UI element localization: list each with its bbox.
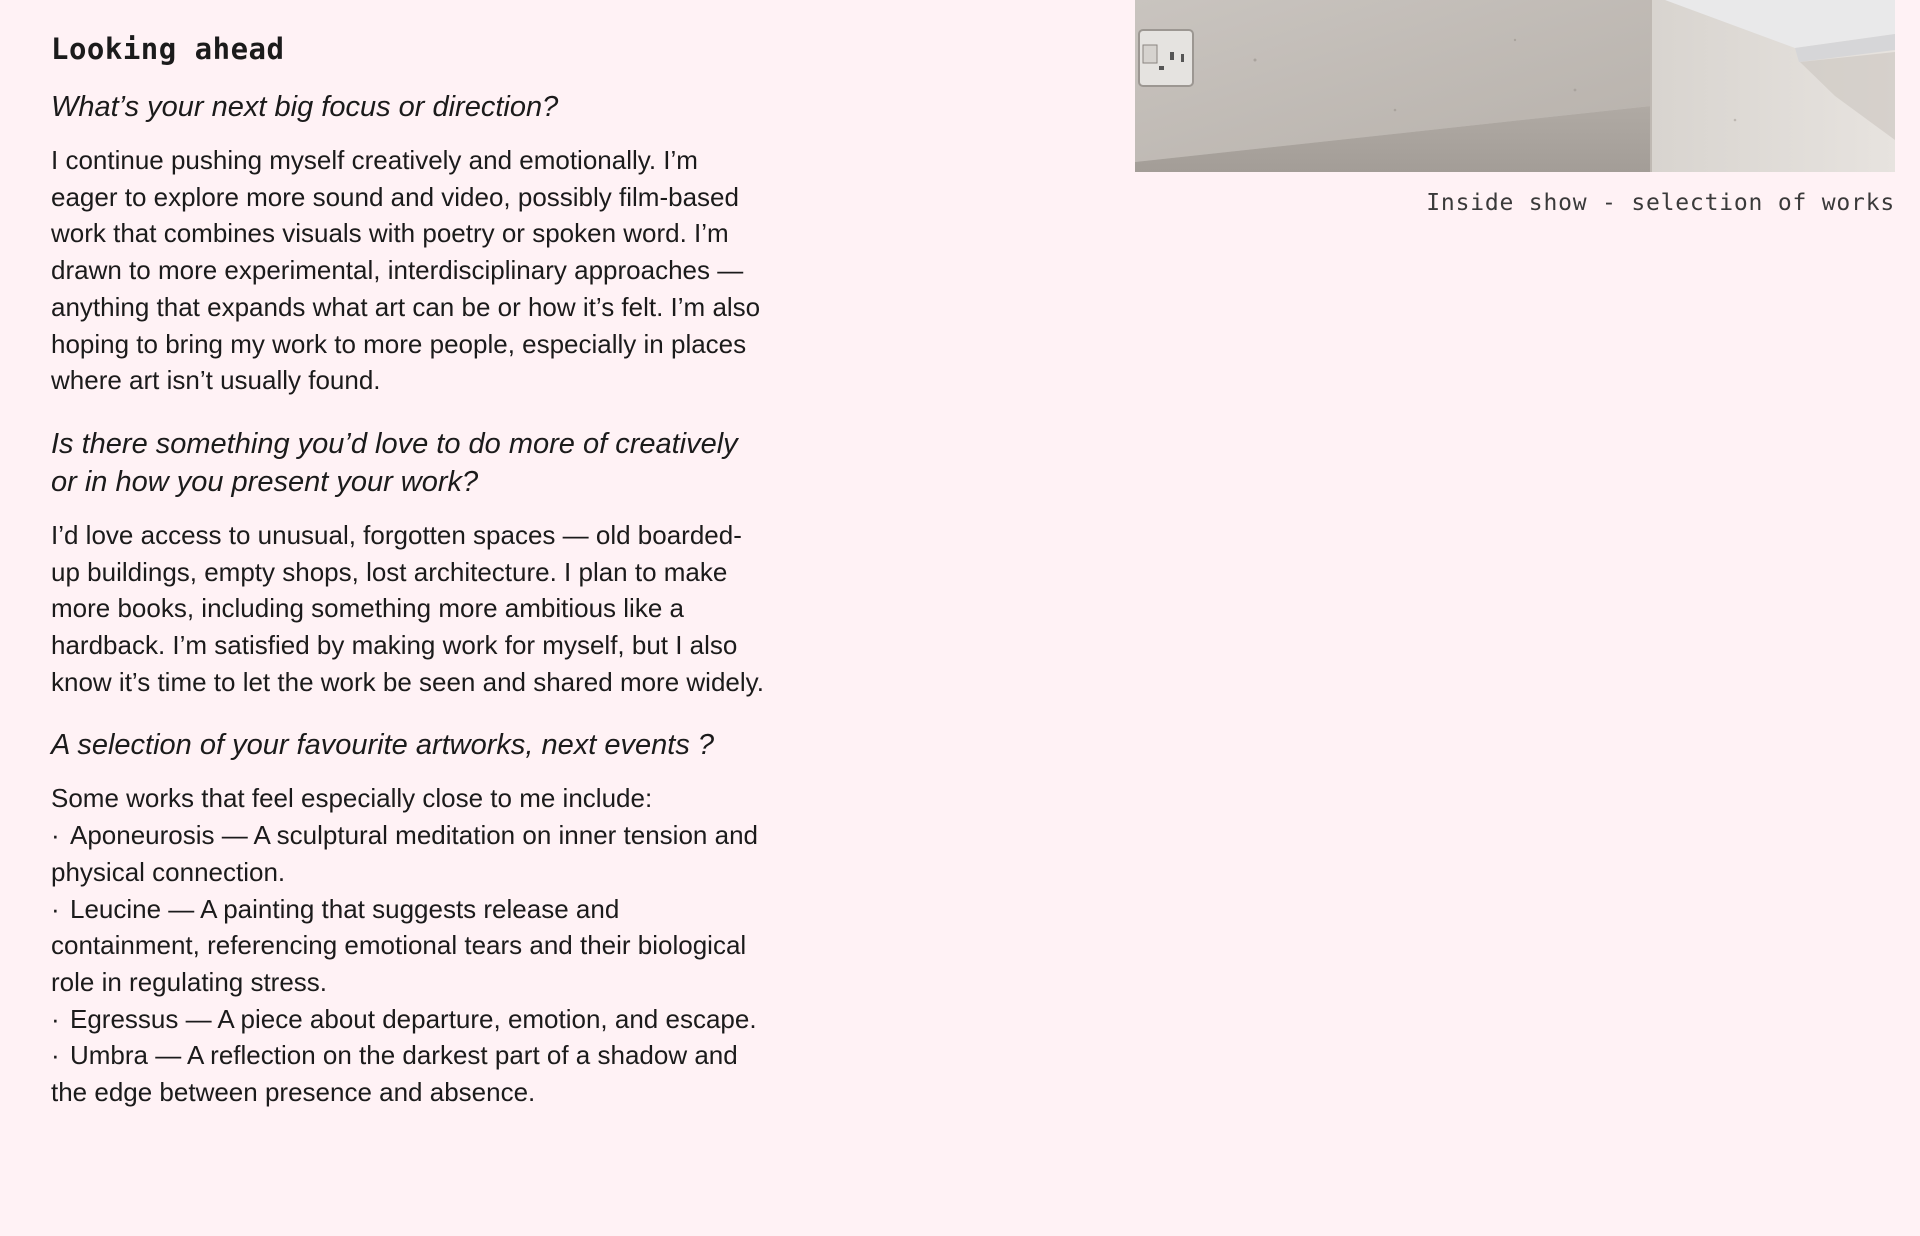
bullet-icon: · xyxy=(51,1003,60,1034)
artwork-egressus: Egressus — A piece about departure, emotion, and escape. xyxy=(70,1003,757,1034)
looking-ahead-section xyxy=(51,28,767,1111)
question-do-more: Is there something you’d love to do more of creatively or in how you present your work? xyxy=(51,427,738,498)
bullet-icon: · xyxy=(51,820,60,851)
bullet-icon: · xyxy=(51,1040,60,1071)
artworks-list xyxy=(51,817,767,1111)
answer-do-more: I’d love access to unusual, forgotten spaces — old boarded-up buildings, empty shops, lost architecture. I plan to make more books, including something more ambitious like a hardback. I’m satisfied by making work for myself, but I also know it’s time to let the work be seen and shared more widely. xyxy=(51,519,764,697)
gallery-caption: Inside show - selection of works xyxy=(1426,190,1895,216)
gallery-photo[interactable] xyxy=(1135,0,1895,172)
question-favourite-artworks: A selection of your favourite artworks, next events ? xyxy=(51,729,715,762)
gallery-photo-icon xyxy=(1135,0,1895,172)
bullet-icon: · xyxy=(51,893,60,924)
artwork-umbra: Umbra — A reflection on the darkest part of a shadow and the edge between presence and absence. xyxy=(51,1040,738,1108)
artwork-aponeurosis: Aponeurosis — A sculptural meditation on inner tension and physical connection. xyxy=(51,820,758,887)
section-title: Looking ahead xyxy=(51,32,285,66)
artworks-intro: Some works that feel especially close to me include: xyxy=(51,783,653,814)
list-item xyxy=(51,1037,767,1110)
answer-next-focus: I continue pushing myself creatively and emotionally. I’m eager to explore more sound and video, possibly film-based work that combines visuals with poetry or spoken word. I’m drawn to more experimental, interdisciplinary approaches — anything that expands what art can be or how it’s felt. I’m also hoping to bring my work to more people, especially in places where art isn’t usually found. xyxy=(51,145,761,396)
list-item xyxy=(51,1001,767,1038)
list-item xyxy=(51,817,767,890)
question-next-focus: What’s your next big focus or direction? xyxy=(51,91,559,123)
artwork-leucine: Leucine — A painting that suggests release and containment, referencing emotional tears and their biological role in regulating stress. xyxy=(51,893,747,997)
list-item xyxy=(51,891,767,1001)
